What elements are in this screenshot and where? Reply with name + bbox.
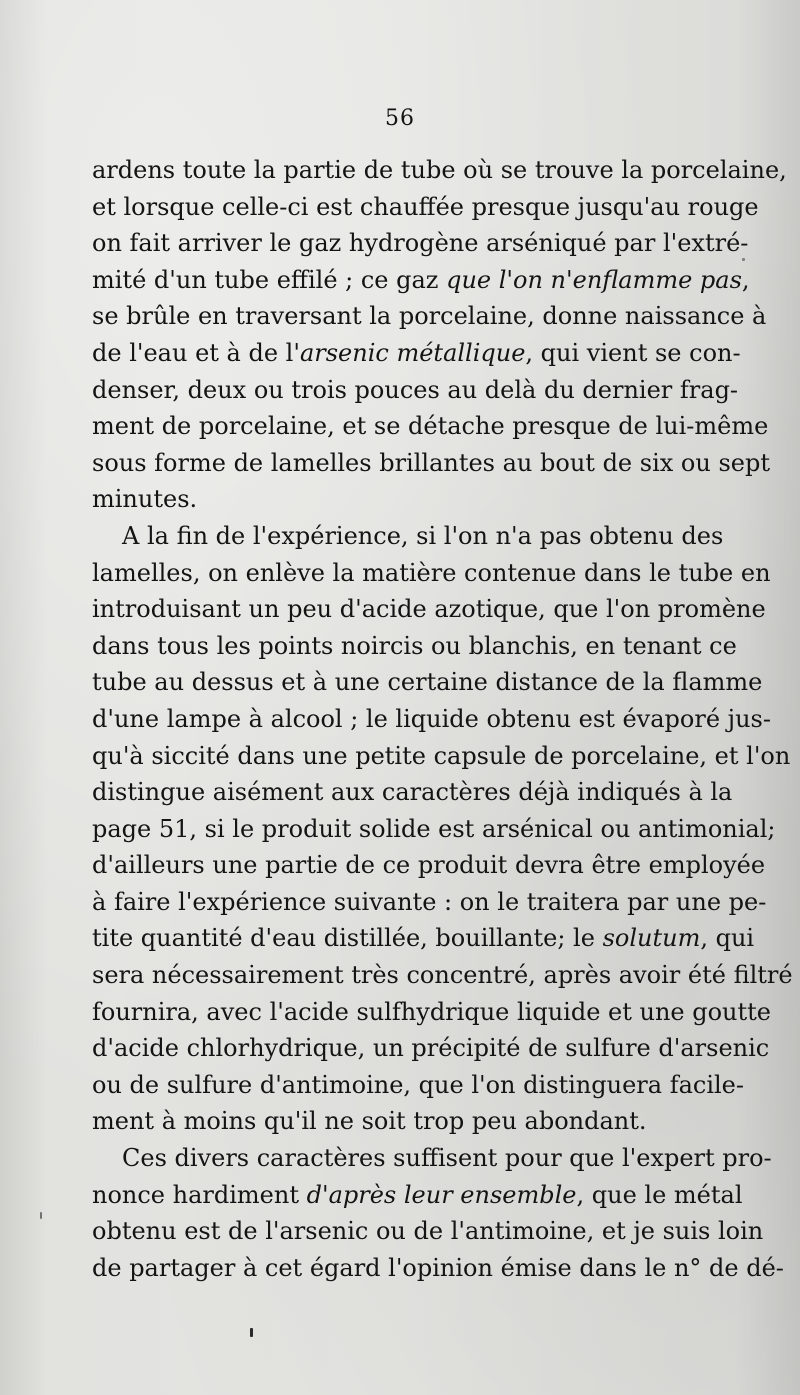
text-segment: à faire l'expérience suivante : on le traitera par une pe- xyxy=(92,887,767,916)
text-segment: , qui xyxy=(700,924,755,953)
text-segment: d'ailleurs une partie de ce produit devra être employée xyxy=(92,851,766,880)
text-segment: ou de sulfure d'antimoine, que l'on distinguera facile- xyxy=(92,1070,744,1099)
text-line xyxy=(92,481,714,518)
text-line xyxy=(92,994,772,1031)
text-line xyxy=(92,372,739,409)
text-segment: minutes. xyxy=(92,485,198,514)
text-segment: ardens toute la partie de tube où se trouve la porcelaine, xyxy=(92,156,787,184)
text-segment: , xyxy=(741,265,750,294)
paragraph-1 xyxy=(92,152,787,518)
text-segment: qu'à siccité dans une petite capsule de porcelaine, et l'on xyxy=(92,741,791,770)
body-text xyxy=(92,152,793,1286)
text-line xyxy=(92,189,759,226)
text-line xyxy=(92,774,733,811)
text-line xyxy=(92,408,769,445)
text-segment: lamelles, on enlève la matière contenue dans le tube en xyxy=(92,558,771,587)
text-line xyxy=(92,1030,770,1067)
text-line xyxy=(92,1177,743,1214)
text-line xyxy=(92,591,766,628)
text-line xyxy=(92,920,755,957)
text-line xyxy=(92,335,741,372)
text-segment: A la fin de l'expérience, si l'on n'a pas obtenu des xyxy=(122,521,724,550)
page-number: 56 xyxy=(385,106,415,131)
text-segment: obtenu est de l'arsenic ou de l'antimoine, et je suis loin xyxy=(92,1217,764,1246)
italic-text: arsenic métallique xyxy=(299,338,526,367)
text-line xyxy=(92,262,750,299)
text-line xyxy=(92,811,776,848)
text-line xyxy=(92,847,766,884)
text-segment: d'acide chlorhydrique, un précipité de sulfure d'arsenic xyxy=(92,1034,770,1063)
text-segment: de l'eau et à de l' xyxy=(92,338,300,367)
text-segment: tube au dessus et à une certaine distance de la flamme xyxy=(92,668,763,697)
text-line xyxy=(92,628,737,665)
text-line xyxy=(92,445,770,482)
text-segment: distingue aisément aux caractères déjà indiqués à la xyxy=(92,778,733,807)
text-line xyxy=(92,664,763,701)
text-line xyxy=(92,738,791,775)
text-segment: sera nécessairement très concentré, après avoir été filtré xyxy=(92,961,793,990)
italic-text: solutum xyxy=(602,924,701,953)
text-segment: page 51, si le produit solide est arsénical ou antimonial; xyxy=(92,814,776,843)
text-line xyxy=(92,298,767,335)
paragraph-3 xyxy=(92,1140,784,1286)
text-line xyxy=(92,1213,764,1250)
text-segment: se brûle en traversant la porcelaine, donne naissance à xyxy=(92,302,767,331)
text-segment: tite quantité d'eau distillée, bouillante; le xyxy=(92,924,603,953)
paper-speck xyxy=(40,1212,42,1219)
text-line xyxy=(92,1250,784,1287)
italic-text: que l'on n'enflamme pas xyxy=(446,265,742,294)
italic-text: d'après leur ensemble xyxy=(306,1180,577,1209)
text-segment: ment de porcelaine, et se détache presque de lui-même xyxy=(92,412,769,441)
text-segment: sous forme de lamelles brillantes au bout de six ou sept xyxy=(92,448,770,477)
text-segment: dans tous les points noircis ou blanchis, en tenant ce xyxy=(92,631,737,660)
text-segment: , qui vient se con- xyxy=(525,338,741,367)
paragraph-2 xyxy=(92,518,793,1140)
text-line xyxy=(92,957,793,994)
text-segment: , que le métal xyxy=(576,1180,743,1209)
text-segment: fournira, avec l'acide sulfhydrique liquide et une goutte xyxy=(92,997,772,1026)
text-segment: denser, deux ou trois pouces au delà du dernier frag- xyxy=(92,375,739,404)
text-line xyxy=(92,152,787,189)
text-line xyxy=(92,225,749,262)
text-line xyxy=(92,518,724,555)
text-line xyxy=(92,1140,772,1177)
text-segment: mité d'un tube effilé ; ce gaz xyxy=(92,265,447,294)
text-line xyxy=(92,555,771,592)
text-segment: nonce hardiment xyxy=(92,1180,307,1209)
paper-speck xyxy=(742,258,745,261)
text-segment: ment à moins qu'il ne soit trop peu abondant. xyxy=(92,1107,647,1136)
text-line xyxy=(92,1067,744,1104)
text-segment: d'une lampe à alcool ; le liquide obtenu est évaporé jus- xyxy=(92,704,771,733)
text-segment: et lorsque celle-ci est chauffée presque jusqu'au rouge xyxy=(92,192,759,221)
text-segment: de partager à cet égard l'opinion émise dans le n° de dé- xyxy=(92,1253,784,1282)
paper-speck xyxy=(250,1328,253,1337)
text-line xyxy=(92,1103,714,1140)
text-line xyxy=(92,701,771,738)
text-segment: on fait arriver le gaz hydrogène arséniqué par l'extré- xyxy=(92,229,749,258)
text-line xyxy=(92,884,767,921)
text-segment: Ces divers caractères suffisent pour que l'expert pro- xyxy=(122,1144,772,1173)
text-segment: introduisant un peu d'acide azotique, que l'on promène xyxy=(92,595,766,624)
